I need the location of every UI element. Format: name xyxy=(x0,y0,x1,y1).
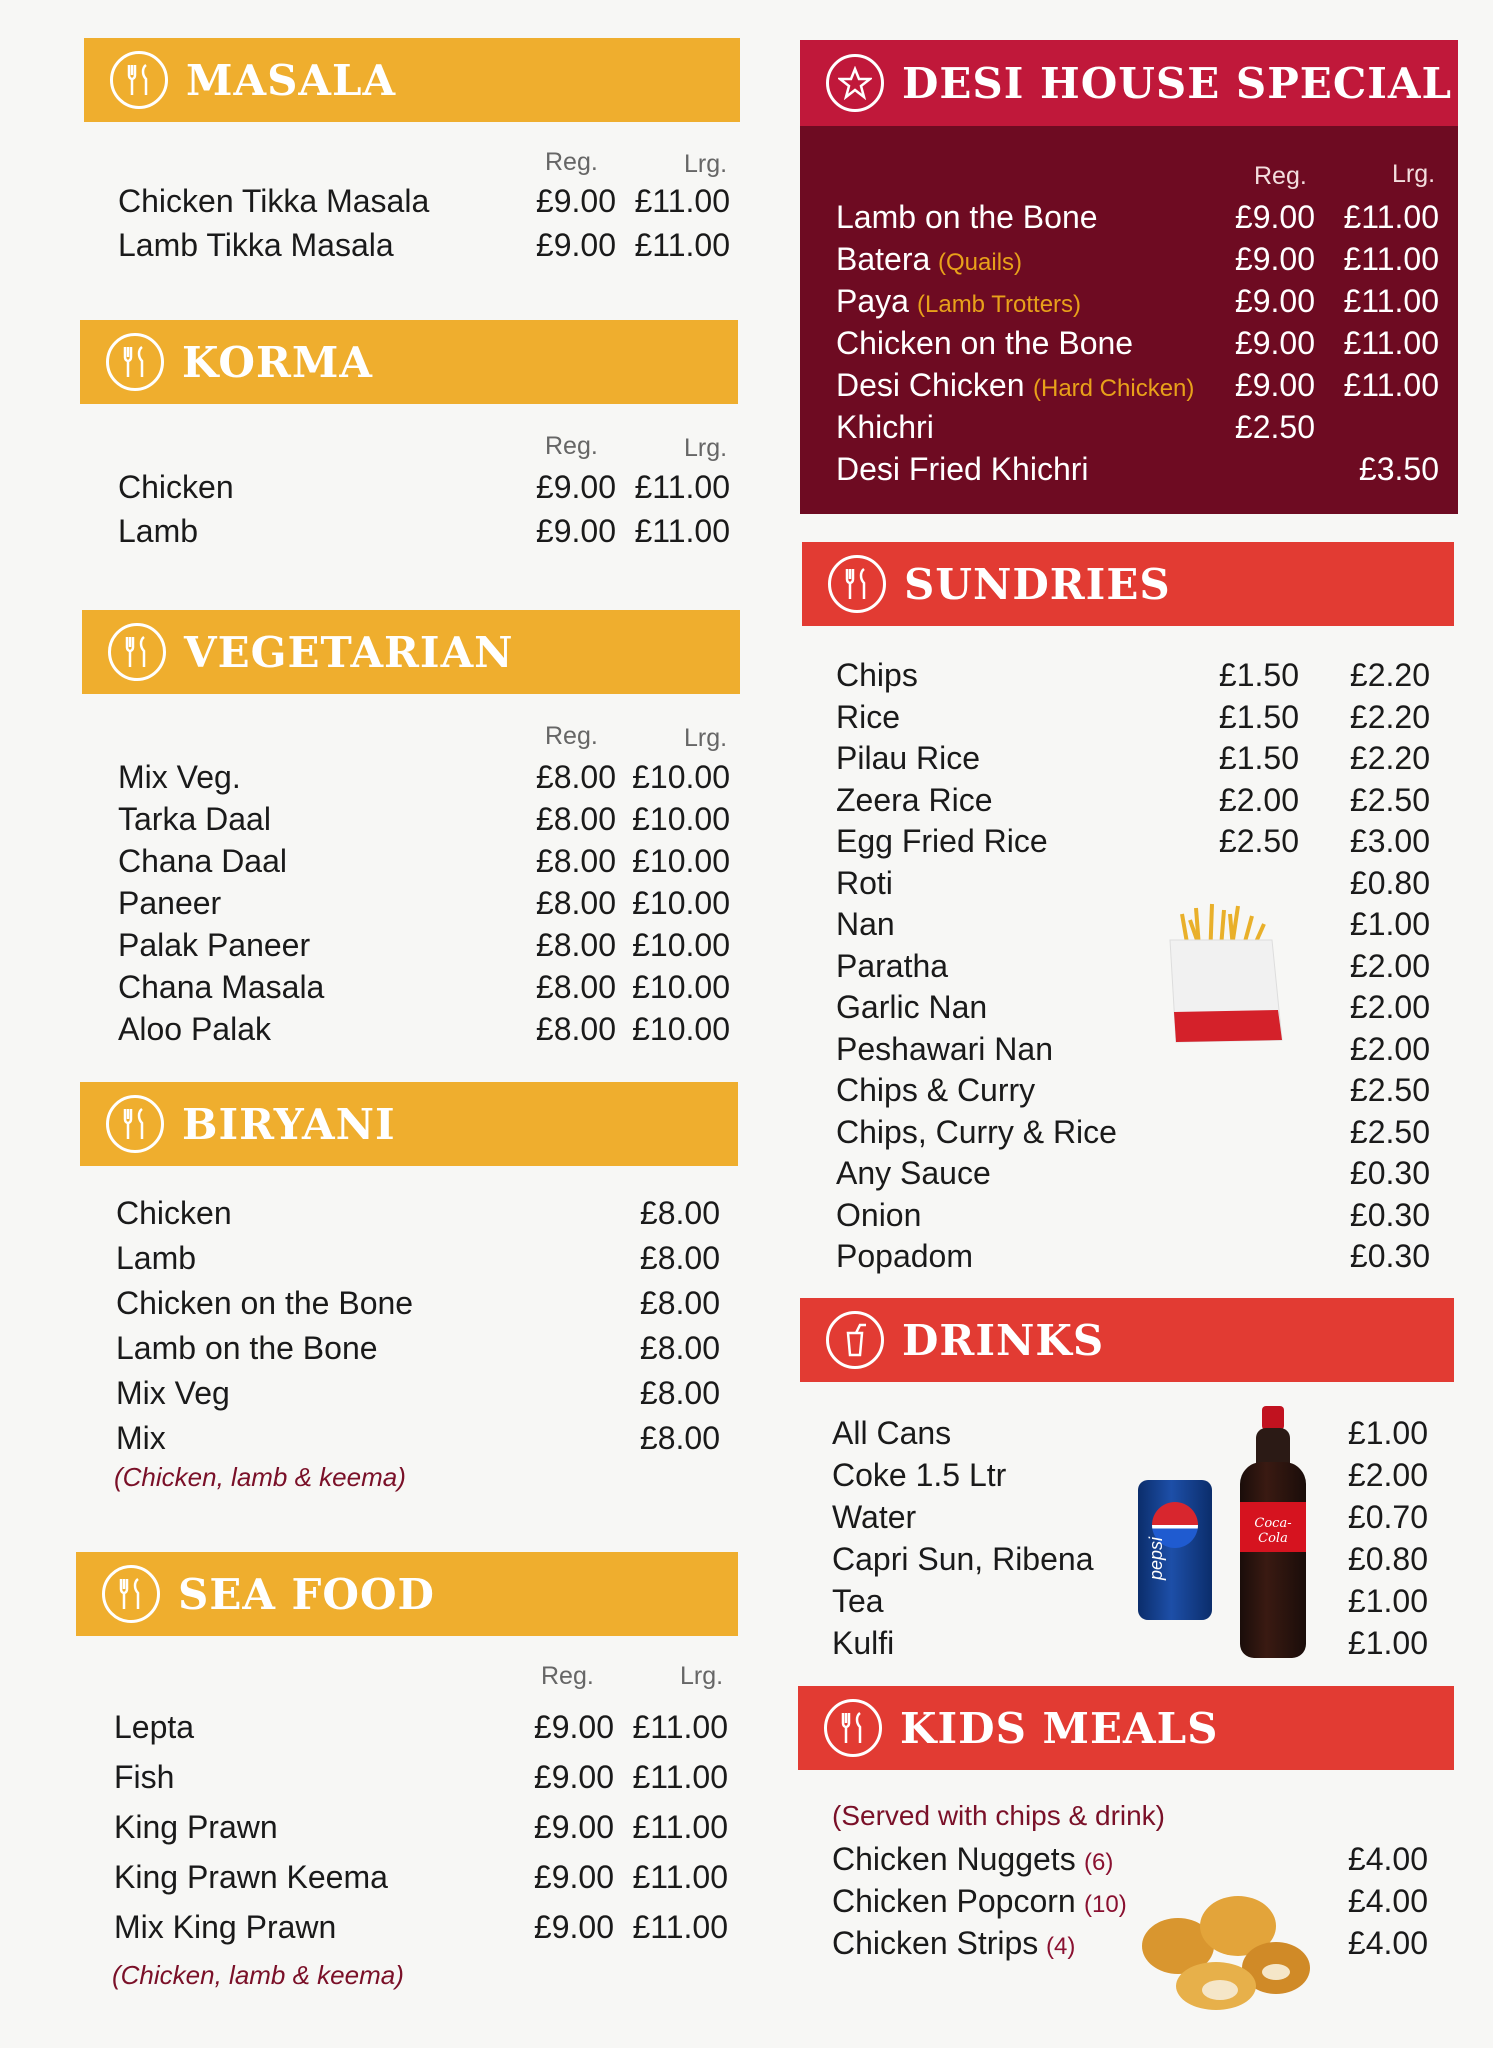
vegetarian-title: VEGETARIAN xyxy=(184,627,514,677)
kids-item-note: (10) xyxy=(1084,1891,1127,1918)
kids-title: KIDS MEALS xyxy=(900,1703,1219,1753)
vegetarian-item-lrg-price: £10.00 xyxy=(632,1011,730,1047)
sundries-item-lrg-price: £2.00 xyxy=(1349,947,1430,984)
vegetarian-item-reg-price: £8.00 xyxy=(535,801,616,837)
drinks-item-row xyxy=(832,1412,1428,1454)
drinks-item-price: £1.00 xyxy=(1347,1625,1428,1661)
biryani-item-name: Mix xyxy=(116,1420,166,1456)
sundries-item-lrg-price: £2.50 xyxy=(1349,1072,1430,1108)
drinks-title: DRINKS xyxy=(902,1315,1105,1365)
special-item-row xyxy=(836,280,1439,322)
special-item-reg-price: £9.00 xyxy=(1234,241,1315,277)
biryani-item-name: Lamb xyxy=(116,1240,197,1276)
biryani-banner xyxy=(80,1082,738,1166)
kids-item-note: (6) xyxy=(1084,1849,1114,1876)
biryani-item-row xyxy=(116,1192,720,1234)
vegetarian-item-row xyxy=(118,882,730,924)
vegetarian-item-row xyxy=(118,798,730,840)
vegetarian-item-reg-price: £8.00 xyxy=(535,927,616,963)
special-item-lrg-price: £11.00 xyxy=(1343,241,1439,277)
vegetarian-item-lrg-price: £10.00 xyxy=(632,927,730,963)
drinks-item-name: Kulfi xyxy=(832,1625,895,1661)
sundries-item-row xyxy=(836,1235,1430,1277)
drinks-item-price: £1.00 xyxy=(1347,1583,1428,1619)
masala-title: MASALA xyxy=(186,55,397,105)
special-item-lrg-price: £3.50 xyxy=(1358,451,1439,487)
kids-item-name: Chicken Popcorn xyxy=(832,1883,1076,1919)
biryani-item-row xyxy=(116,1282,720,1324)
seafood-item-name: Fish xyxy=(114,1759,175,1795)
seafood-item-row xyxy=(114,1706,728,1748)
sundries-item-row xyxy=(836,862,1430,904)
fork-knife-icon xyxy=(106,1095,164,1153)
sundries-item-reg-price: £1.50 xyxy=(1218,657,1299,693)
sundries-item-name: Nan xyxy=(836,906,895,942)
vegetarian-item-reg-price: £8.00 xyxy=(535,1011,616,1047)
special-lrg-header: Lrg. xyxy=(1392,160,1436,188)
special-title: DESI HOUSE SPECIAL xyxy=(902,58,1453,108)
seafood-item-reg-price: £9.00 xyxy=(533,1809,614,1845)
masala-banner xyxy=(84,38,740,122)
special-item-name: Paya xyxy=(836,283,909,319)
special-item-row xyxy=(836,406,1439,448)
seafood-item-lrg-price: £11.00 xyxy=(632,1809,728,1845)
special-item-name: Lamb on the Bone xyxy=(836,199,1098,235)
special-item-name: Khichri xyxy=(836,409,934,445)
masala-item-lrg-price: £11.00 xyxy=(634,227,730,263)
sundries-item-lrg-price: £2.00 xyxy=(1349,1030,1430,1067)
sundries-item-lrg-price: £1.00 xyxy=(1349,906,1430,942)
biryani-item-price: £8.00 xyxy=(639,1330,720,1366)
fork-knife-icon xyxy=(824,1699,882,1757)
fork-knife-icon xyxy=(828,555,886,613)
sundries-item-row xyxy=(836,986,1430,1028)
special-reg-header: Reg. xyxy=(1254,162,1307,190)
sundries-item-row xyxy=(836,779,1430,821)
korma-item-name: Chicken xyxy=(118,469,234,505)
sundries-item-lrg-price: £0.30 xyxy=(1349,1238,1430,1274)
seafood-item-reg-price: £9.00 xyxy=(533,1909,614,1945)
vegetarian-item-name: Paneer xyxy=(118,885,222,921)
special-item-lrg-price: £11.00 xyxy=(1343,325,1439,361)
biryani-note: (Chicken, lamb & keema) xyxy=(114,1462,406,1492)
special-item-row xyxy=(836,364,1439,406)
kids-item-row xyxy=(832,1838,1428,1880)
biryani-item-row xyxy=(116,1237,720,1279)
korma-title: KORMA xyxy=(182,337,373,387)
seafood-reg-header: Reg. xyxy=(541,1662,594,1690)
biryani-title: BIRYANI xyxy=(182,1099,396,1149)
drinks-banner xyxy=(800,1298,1454,1382)
sundries-item-lrg-price: £2.50 xyxy=(1349,781,1430,818)
masala-item-name: Chicken Tikka Masala xyxy=(118,183,430,219)
drinks-item-price: £0.80 xyxy=(1347,1541,1428,1577)
vegetarian-item-name: Aloo Palak xyxy=(118,1011,271,1047)
biryani-item-price: £8.00 xyxy=(639,1375,720,1411)
drinks-item-name: Tea xyxy=(832,1583,884,1619)
drinks-item-row xyxy=(832,1538,1428,1580)
seafood-item-lrg-price: £11.00 xyxy=(632,1859,728,1895)
seafood-item-lrg-price: £11.00 xyxy=(632,1909,728,1945)
vegetarian-item-row xyxy=(118,756,730,798)
special-item-row xyxy=(836,196,1439,238)
sundries-item-name: Chips, Curry & Rice xyxy=(836,1113,1117,1150)
special-item-note: (Hard Chicken) xyxy=(1033,375,1195,402)
special-item-row xyxy=(836,238,1439,280)
drinks-item-price: £2.00 xyxy=(1347,1457,1428,1493)
sundries-item-name: Peshawari Nan xyxy=(836,1030,1053,1067)
sundries-item-name: Zeera Rice xyxy=(836,781,993,818)
special-item-reg-price: £2.50 xyxy=(1234,409,1315,445)
korma-item-lrg-price: £11.00 xyxy=(634,513,730,549)
masala-item-name: Lamb Tikka Masala xyxy=(118,227,394,263)
seafood-item-name: King Prawn Keema xyxy=(114,1859,388,1895)
drinks-item-row xyxy=(832,1622,1428,1664)
coke-bottle-text: Coca-Cola xyxy=(1254,1516,1292,1546)
kids-item-name: Chicken Strips xyxy=(832,1925,1039,1961)
special-item-lrg-price: £11.00 xyxy=(1343,199,1439,235)
biryani-item-price: £8.00 xyxy=(639,1285,720,1321)
special-item-row xyxy=(836,322,1439,364)
seafood-item-lrg-price: £11.00 xyxy=(632,1759,728,1795)
drinks-item-name: Water xyxy=(832,1499,917,1535)
seafood-item-reg-price: £9.00 xyxy=(533,1859,614,1895)
biryani-item-row xyxy=(116,1417,720,1459)
drinks-item-price: £1.00 xyxy=(1347,1415,1428,1451)
vegetarian-item-row xyxy=(118,1008,730,1050)
sundries-item-lrg-price: £0.80 xyxy=(1349,864,1430,901)
vegetarian-item-reg-price: £8.00 xyxy=(535,885,616,921)
drinks-item-row xyxy=(832,1580,1428,1622)
vegetarian-lrg-header: Lrg. xyxy=(684,724,728,752)
sundries-item-row xyxy=(836,820,1430,862)
vegetarian-item-name: Tarka Daal xyxy=(118,801,271,837)
korma-item-name: Lamb xyxy=(118,513,199,549)
drinks-item-name: Coke 1.5 Ltr xyxy=(832,1457,1007,1493)
sundries-item-row xyxy=(836,654,1430,696)
seafood-item-reg-price: £9.00 xyxy=(533,1759,614,1795)
sundries-item-row xyxy=(836,1152,1430,1194)
seafood-title: SEA FOOD xyxy=(178,1569,435,1619)
vegetarian-reg-header: Reg. xyxy=(545,722,598,750)
kids-item-price: £4.00 xyxy=(1347,1883,1428,1919)
korma-reg-header: Reg. xyxy=(545,432,598,460)
masala-lrg-header: Lrg. xyxy=(684,150,728,178)
masala-item-row xyxy=(118,180,730,222)
kids-item-name: Chicken Nuggets xyxy=(832,1841,1076,1877)
sundries-item-row xyxy=(836,696,1430,738)
sundries-item-row xyxy=(836,1111,1430,1153)
sundries-item-reg-price: £1.50 xyxy=(1218,698,1299,735)
kids-item-price: £4.00 xyxy=(1347,1841,1428,1877)
drinks-item-row xyxy=(832,1496,1428,1538)
pepsi-can-image xyxy=(1138,1480,1212,1620)
masala-item-reg-price: £9.00 xyxy=(535,227,616,263)
vegetarian-item-reg-price: £8.00 xyxy=(535,969,616,1005)
drinks-item-row xyxy=(832,1454,1428,1496)
sundries-item-name: Any Sauce xyxy=(836,1155,991,1191)
fork-knife-icon xyxy=(106,333,164,391)
korma-item-row xyxy=(118,466,730,508)
seafood-item-row xyxy=(114,1756,728,1798)
special-item-row xyxy=(836,448,1439,490)
biryani-item-name: Chicken xyxy=(116,1195,232,1231)
kids-banner xyxy=(798,1686,1454,1770)
vegetarian-item-lrg-price: £10.00 xyxy=(632,885,730,921)
special-item-lrg-price: £11.00 xyxy=(1343,367,1439,403)
seafood-item-row xyxy=(114,1806,728,1848)
sundries-item-reg-price: £2.50 xyxy=(1218,823,1299,859)
sundries-item-lrg-price: £2.50 xyxy=(1349,1113,1430,1150)
sundries-item-name: Paratha xyxy=(836,947,949,984)
special-banner xyxy=(800,40,1458,126)
vegetarian-item-row xyxy=(118,966,730,1008)
special-item-reg-price: £9.00 xyxy=(1234,283,1315,319)
seafood-item-lrg-price: £11.00 xyxy=(632,1709,728,1745)
sundries-item-reg-price: £1.50 xyxy=(1218,740,1299,776)
special-item-name: Desi Fried Khichri xyxy=(836,451,1089,487)
special-item-note: (Quails) xyxy=(938,249,1023,276)
masala-item-row xyxy=(118,224,730,266)
seafood-item-row xyxy=(114,1906,728,1948)
sundries-item-name: Chips xyxy=(836,657,918,693)
sundries-item-row xyxy=(836,1028,1430,1070)
sundries-item-reg-price: £2.00 xyxy=(1218,781,1299,818)
sundries-item-name: Garlic Nan xyxy=(836,989,988,1025)
korma-item-reg-price: £9.00 xyxy=(535,469,616,505)
fries-image xyxy=(1160,900,1290,1060)
korma-banner xyxy=(80,320,738,404)
vegetarian-item-name: Chana Masala xyxy=(118,969,325,1005)
sundries-item-lrg-price: £2.20 xyxy=(1349,698,1430,735)
vegetarian-item-lrg-price: £10.00 xyxy=(632,843,730,879)
kids-item-price: £4.00 xyxy=(1347,1925,1428,1961)
seafood-item-name: Mix King Prawn xyxy=(114,1909,337,1945)
vegetarian-item-reg-price: £8.00 xyxy=(535,843,616,879)
sundries-item-name: Rice xyxy=(836,698,901,735)
fork-knife-icon xyxy=(102,1565,160,1623)
pepsi-can-text: pepsi xyxy=(1146,1536,1166,1580)
coke-bottle-image xyxy=(1236,1406,1310,1660)
korma-lrg-header: Lrg. xyxy=(684,434,728,462)
special-item-reg-price: £9.00 xyxy=(1234,367,1315,403)
vegetarian-banner xyxy=(82,610,740,694)
special-item-name: Chicken on the Bone xyxy=(836,325,1134,361)
vegetarian-item-name: Palak Paneer xyxy=(118,927,311,963)
vegetarian-item-name: Mix Veg. xyxy=(118,759,241,795)
fork-knife-icon xyxy=(110,51,168,109)
korma-item-reg-price: £9.00 xyxy=(535,513,616,549)
sundries-item-name: Popadom xyxy=(836,1238,973,1274)
biryani-item-name: Chicken on the Bone xyxy=(116,1285,414,1321)
biryani-item-price: £8.00 xyxy=(639,1420,720,1456)
star-icon xyxy=(826,54,884,112)
seafood-item-row xyxy=(114,1856,728,1898)
sundries-item-name: Egg Fried Rice xyxy=(836,823,1048,859)
vegetarian-item-reg-price: £8.00 xyxy=(535,759,616,795)
kids-item-note: (4) xyxy=(1046,1933,1076,1960)
sundries-banner xyxy=(802,542,1454,626)
sundries-item-name: Onion xyxy=(836,1196,922,1233)
masala-item-reg-price: £9.00 xyxy=(535,183,616,219)
sundries-item-lrg-price: £0.30 xyxy=(1349,1155,1430,1191)
seafood-item-name: Lepta xyxy=(114,1709,195,1745)
sundries-item-name: Chips & Curry xyxy=(836,1072,1036,1108)
sundries-item-row xyxy=(836,1069,1430,1111)
seafood-lrg-header: Lrg. xyxy=(680,1662,724,1690)
special-item-name: Batera xyxy=(836,241,931,277)
special-item-lrg-price: £11.00 xyxy=(1343,283,1439,319)
sundries-title: SUNDRIES xyxy=(904,559,1171,609)
vegetarian-item-lrg-price: £10.00 xyxy=(632,969,730,1005)
sundries-item-row xyxy=(836,737,1430,779)
seafood-banner xyxy=(76,1552,738,1636)
vegetarian-item-row xyxy=(118,840,730,882)
seafood-item-reg-price: £9.00 xyxy=(533,1709,614,1745)
masala-item-lrg-price: £11.00 xyxy=(634,183,730,219)
special-item-note: (Lamb Trotters) xyxy=(917,291,1082,318)
vegetarian-item-lrg-price: £10.00 xyxy=(632,801,730,837)
sundries-item-row xyxy=(836,945,1430,987)
kids-intro: (Served with chips & drink) xyxy=(832,1800,1166,1831)
korma-item-lrg-price: £11.00 xyxy=(634,469,730,505)
vegetarian-item-name: Chana Daal xyxy=(118,843,287,879)
drinks-item-name: All Cans xyxy=(832,1415,952,1451)
sundries-item-row xyxy=(836,903,1430,945)
korma-item-row xyxy=(118,510,730,552)
sundries-item-lrg-price: £0.30 xyxy=(1349,1196,1430,1233)
sundries-item-lrg-price: £2.20 xyxy=(1349,657,1430,693)
biryani-item-row xyxy=(116,1372,720,1414)
masala-reg-header: Reg. xyxy=(545,148,598,176)
seafood-item-name: King Prawn xyxy=(114,1809,278,1845)
sundries-item-lrg-price: £3.00 xyxy=(1349,823,1430,859)
sundries-item-lrg-price: £2.20 xyxy=(1349,740,1430,776)
drinks-item-name: Capri Sun, Ribena xyxy=(832,1541,1094,1577)
fork-knife-icon xyxy=(108,623,166,681)
biryani-item-price: £8.00 xyxy=(639,1195,720,1231)
biryani-item-row xyxy=(116,1327,720,1369)
biryani-item-price: £8.00 xyxy=(639,1240,720,1276)
drinks-item-price: £0.70 xyxy=(1347,1499,1428,1535)
cup-straw-icon xyxy=(826,1311,884,1369)
sundries-item-row xyxy=(836,1194,1430,1236)
sundries-item-name: Roti xyxy=(836,864,893,901)
biryani-item-name: Lamb on the Bone xyxy=(116,1330,378,1366)
vegetarian-item-row xyxy=(118,924,730,966)
special-item-reg-price: £9.00 xyxy=(1234,199,1315,235)
vegetarian-item-lrg-price: £10.00 xyxy=(632,759,730,795)
sundries-item-name: Pilau Rice xyxy=(836,740,981,776)
sundries-item-lrg-price: £2.00 xyxy=(1349,989,1430,1025)
special-item-name: Desi Chicken xyxy=(836,367,1025,403)
special-item-reg-price: £9.00 xyxy=(1234,325,1315,361)
nuggets-image xyxy=(1128,1876,1318,2016)
seafood-note: (Chicken, lamb & keema) xyxy=(112,1960,404,1990)
biryani-item-name: Mix Veg xyxy=(116,1375,230,1411)
